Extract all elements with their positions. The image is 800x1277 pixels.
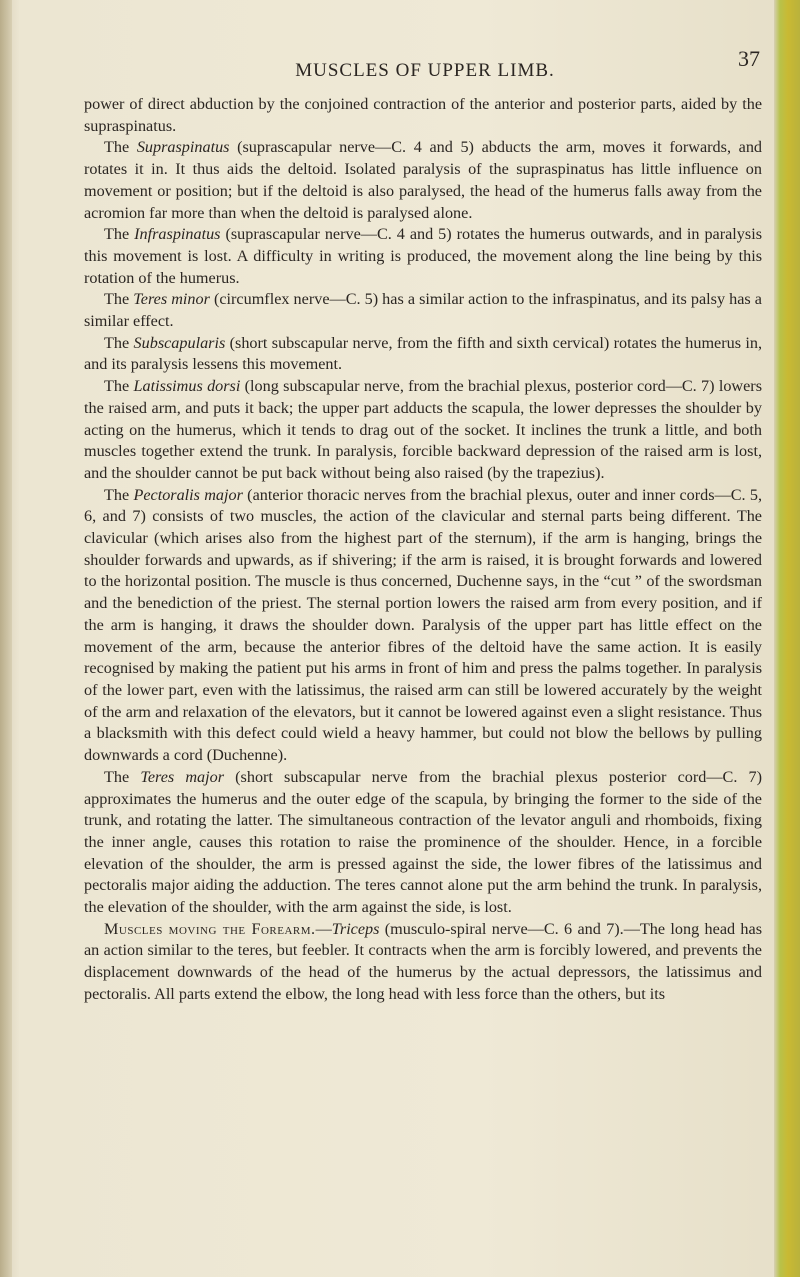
paragraph-lead: The: [104, 290, 134, 309]
paragraph-text: (suprascapular nerve—C. 4 and 5) rotates the humerus outwards, and in paralysis this movement is lost. A difficulty in writing is produced, the movement along the line being by this rotation of the humerus.: [84, 225, 762, 287]
muscle-term: Latissimus dorsi: [133, 377, 241, 396]
page-number: 37: [738, 46, 760, 71]
paragraph-teres-major: [84, 767, 762, 919]
paragraph-subscapularis: [84, 333, 762, 376]
muscle-term: Supraspinatus: [136, 138, 230, 157]
body-text: [84, 94, 762, 1006]
paragraph-text: (short subscapular nerve from the brachial plexus posterior cord—C. 7) approximates the humerus and the outer edge of the scapula, by bringing the former to the side of the trunk, and rotating the latter. The simultaneous contraction of the levator anguli and rhomboids, fixing the inner angle, causes this rotation to raise the prominence of the shoulder. Hence, in a forcible elevation of the shoulder, the arm is pressed against the side, the lower fibres of the latissimus and pectoralis major aiding the adduction. The teres cannot alone put the arm behind the trunk. In paralysis, the elevation of the shoulder, with the arm against the side, is lost.: [84, 767, 762, 917]
paragraph-lead: The: [104, 333, 134, 352]
paragraph-pectoralis-major: [84, 485, 762, 767]
paragraph-lead: The: [104, 138, 137, 157]
muscle-term: Subscapularis: [133, 333, 226, 352]
heading-dash: —: [315, 919, 332, 938]
paragraph-text: (long subscapular nerve, from the brachial plexus, posterior cord—C. 7) lowers the raised arm, and puts it back; the upper part adducts the scapula, the lower depresses the shoulder by acting on the humerus, which it tends to drag out of the socket. It inclines the trunk a little, and both muscles together extend the trunk. In paralysis, forcible backward depression of the raised arm is lost, and the shoulder cannot be put back without being also raised (by the trapezius).: [84, 377, 762, 482]
paragraph-lead: The: [104, 225, 135, 244]
muscle-term: Infraspinatus: [134, 225, 221, 244]
muscle-term: Teres minor: [133, 290, 210, 309]
muscle-term: Teres major: [140, 767, 225, 786]
page-gutter: [0, 0, 12, 1277]
paragraph-text: (anterior thoracic nerves from the brachial plexus, outer and inner cords—C. 5, 6, and 7) consists of two muscles, the action of the clavicular and sternal parts being different. The clavicular (which arises also from the highest part of the sternum), if the arm is hanging, brings the shoulder forwards and upwards, as if shivering; if the arm is raised, it is brought forwards and lowered to the horizontal position. The muscle is thus concerned, Duchenne says, in the “cut ” of the swordsman and the benediction of the priest. The sternal portion lowers the raised arm from every position, and if the arm is hanging, it draws the shoulder down. Paralysis of the upper part has little effect on the movement of the arm, because the anterior fibres of the deltoid have the same action. It is easily recognised by making the patient put his arms in front of him and press the palms together. In paralysis of the lower part, even with the latissimus, the raised arm can still be lowered accurately by the weight of the arm and relaxation of the elevators, but it cannot be lowered against even a slight resistance. Thus a blacksmith with this defect could wield a heavy hammer, but could not blow the bellows by pulling downwards a cord (Duchenne).: [84, 485, 763, 765]
muscle-term: Pectoralis major: [133, 485, 243, 504]
paragraph-continuation: [84, 94, 762, 137]
paragraph-text: (short subscapular nerve, from the fifth and sixth cervical) rotates the humerus in, and its paralysis lessens this movement.: [84, 333, 762, 374]
paragraph-lead: The: [104, 377, 134, 396]
paragraph-infraspinatus: [84, 224, 762, 289]
paragraph-text: (circumflex nerve—C. 5) has a similar action to the infraspinatus, and its palsy has a similar effect.: [84, 290, 762, 331]
paragraph-teres-minor: [84, 289, 762, 332]
muscle-term: Triceps: [331, 919, 380, 938]
paragraph-forearm: [84, 919, 762, 1006]
paragraph-text: (suprascapular nerve—C. 4 and 5) abducts the arm, moves it forwards, and rotates it in. It thus aids the deltoid. Isolated paralysis of the supraspinatus has little influence on movement or position; but if the deltoid is also paralysed, the head of the humerus falls away from the acromion far more than when the deltoid is paralysed alone.: [84, 138, 763, 222]
paragraph-latissimus-dorsi: [84, 376, 762, 485]
page-header: [90, 46, 760, 86]
paragraph-text: (musculo-spiral nerve—C. 6 and 7).—The long head has an action similar to the teres, but feebler. It contracts when the arm is forcibly lowered, and prevents the displacement downwards of the head of the humerus by the actual depressors, the latissimus and pectoralis. All parts extend the elbow, the long head with less force than the others, but its: [84, 919, 763, 1003]
running-title: MUSCLES OF UPPER LIMB.: [295, 60, 555, 81]
section-heading: Muscles moving the Forearm.: [104, 919, 316, 938]
page-edge: [774, 0, 800, 1277]
paragraph-supraspinatus: [84, 137, 762, 224]
paragraph-lead: The: [104, 485, 134, 504]
paragraph-lead: The: [104, 767, 141, 786]
paragraph-text: power of direct abduction by the conjoined contraction of the anterior and posterior parts, aided by the supraspinatus.: [84, 95, 762, 135]
